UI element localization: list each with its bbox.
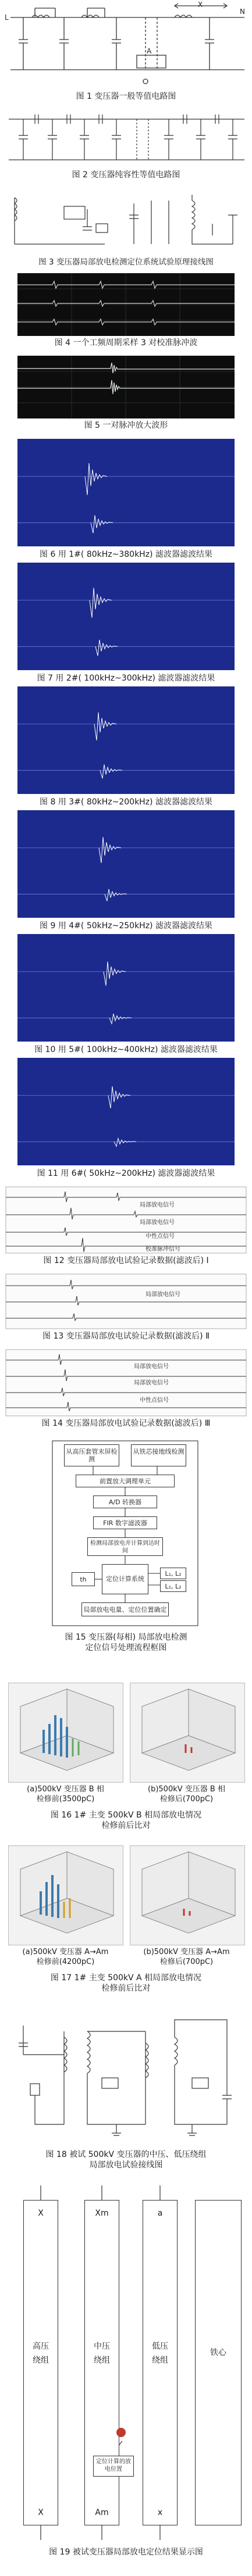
figure-17-caption-line2: 检修前后比对 — [101, 1984, 151, 1993]
figure-filter-result-5 — [0, 934, 252, 1055]
figure-14-record-data-iii — [0, 1348, 252, 1430]
filter-figure-caption: 图 6 用 1#( 80kHz~380kHz) 滤波器滤波结果 — [40, 550, 212, 559]
terminal-label-a: A — [147, 47, 152, 55]
pd-pulse-burst — [104, 962, 126, 986]
filtered-waveform-traces — [17, 934, 235, 1042]
filtered-waveform-traces — [17, 439, 235, 546]
lv-winding-label: 低压 绕组 — [152, 2342, 168, 2365]
pd-pulse-burst — [114, 1139, 136, 1147]
figure-16-caption-line2: 检修前后比对 — [101, 1821, 151, 1830]
record-data-plot — [0, 1273, 252, 1330]
discharge-location-marker — [116, 2428, 126, 2437]
figure-5-caption: 图 5 一对脉冲放大波形 — [84, 421, 168, 430]
mv-lv-wiring-diagram — [0, 2008, 252, 2148]
filtered-waveform-traces — [17, 686, 235, 794]
figure-13-record-data-ii — [0, 1273, 252, 1343]
terminal-label-n: N — [240, 8, 245, 16]
detect-arrival-time-box: 检测局部放电并计算到达时间 — [87, 1537, 163, 1556]
3d-location-plot — [9, 1846, 123, 1945]
pd-pulse-burst — [108, 1086, 130, 1108]
filter-figure-caption: 图 9 用 4#( 50kHz~250kHz) 滤波器滤波结果 — [40, 921, 212, 931]
figure-2-caption: 图 2 变压器纯容性等值电路图 — [72, 170, 180, 180]
figure-12-caption: 图 12 变压器局部放电试验记录数据(滤波后) Ⅰ — [43, 1256, 209, 1265]
filter-figure-caption: 图 11 用 6#( 50kHz~200kHz) 滤波器滤波结果 — [37, 1169, 215, 1178]
fig16-sub-b-line2: 检修后(700pC) — [159, 1795, 214, 1804]
figure-5-pulse-pair — [0, 356, 252, 431]
figure-3-test-wiring — [0, 192, 252, 267]
figure-filter-result-3 — [0, 686, 252, 807]
filtered-waveform-traces — [17, 563, 235, 670]
filter-figure-caption: 图 8 用 3#( 80kHz~200kHz) 滤波器滤波结果 — [40, 797, 212, 807]
figure-3-caption: 图 3 变压器局部放电检测定位系统试验原理接线图 — [38, 257, 214, 267]
figure-19-caption: 图 19 被试变压器局部放电定位结果显示图 — [49, 2548, 203, 2557]
figure-19-location-result — [0, 2183, 252, 2576]
lv-bottom-terminal-label: x — [157, 2508, 163, 2517]
x-label: X — [198, 1, 203, 9]
mv-bottom-terminal-label: Am — [95, 2508, 109, 2517]
fig17-sub-a-line2: 检修前(4200pC) — [36, 1958, 95, 1966]
preamp-box: 前置放大调理单元 — [76, 1475, 175, 1487]
output-l1-l2-box: L₁, L₂ — [160, 1568, 186, 1579]
fig17-sub-b-line2: 检修后(700pC) — [159, 1958, 214, 1966]
figure-4-calibration-pulses — [0, 273, 252, 349]
figure-12-record-data-i — [0, 1186, 252, 1267]
pd-pulse-burst — [99, 837, 121, 863]
core-block — [195, 2200, 242, 2525]
filtered-waveform-traces — [17, 810, 235, 918]
location-calc-box: 定位计算系统 — [102, 1564, 148, 1594]
pd-pulse-burst — [95, 640, 118, 656]
mv-winding-label: 中压 绕组 — [94, 2342, 110, 2365]
core-ground-detect-box: 从铁芯接地线检测 — [131, 1444, 186, 1466]
pd-pulse-burst — [94, 713, 116, 740]
annotation-pd-signal-1: 局部放电信号 — [134, 1364, 169, 1370]
record-data-plot — [0, 1186, 252, 1254]
figure-17-caption-line1: 图 17 1# 主变 500kV A 相局部放电情况 — [50, 1973, 202, 1983]
figure-2-capacitive-circuit — [0, 108, 252, 183]
annotation-neutral-signal: 中性点信号 — [140, 1397, 169, 1404]
pd-pulse-burst — [109, 1014, 132, 1024]
capacitive-circuit-diagram — [0, 108, 252, 169]
filtered-waveform-plot — [17, 810, 235, 918]
discharge-location-note: 定位计算的放电位置 — [93, 2456, 134, 2477]
filter-figure-caption: 图 7 用 2#( 100kHz~300kHz) 滤波器滤波结果 — [37, 674, 215, 683]
figure-1-general-equivalent-circuit — [0, 0, 252, 102]
equivalent-circuit-diagram — [0, 0, 252, 90]
3d-plot-before — [8, 1683, 123, 1783]
core-label: 铁心 — [210, 2348, 226, 2357]
fig17-sub-b-line1: (b)500kV 变压器 A→Am — [143, 1948, 230, 1956]
oscilloscope-traces — [17, 273, 235, 336]
mv-top-terminal-label: Xm — [95, 2209, 109, 2218]
figure-filter-result-4 — [0, 810, 252, 931]
figure-16-caption-line1: 图 16 1# 主变 500kV B 相局部放电情况 — [50, 1811, 202, 1820]
filtered-waveform-plot — [17, 563, 235, 670]
figure-1-caption: 图 1 变压器一般等值电路图 — [76, 92, 176, 101]
hv-bottom-terminal-label: X — [38, 2508, 44, 2517]
fig16-sub-a-line2: 检修前(3500pC) — [36, 1795, 95, 1804]
filtered-waveform-plot — [17, 934, 235, 1042]
figure-filter-result-2 — [0, 563, 252, 684]
3d-plot-after — [130, 1683, 245, 1783]
3d-plot-before — [8, 1845, 123, 1945]
annotation-calibration-signal: 校准脉冲信号 — [145, 1246, 180, 1253]
fig16-sub-a-line1: (a)500kV 变压器 B 相 — [27, 1785, 104, 1794]
filter-figure-caption: 图 10 用 5#( 100kHz~400kHz) 滤波器滤波结果 — [34, 1045, 218, 1054]
figure-18-mv-lv-wiring — [0, 2008, 252, 2174]
ad-converter-box: A/D 转换器 — [93, 1495, 157, 1508]
hv-winding-label: 高压 绕组 — [33, 2342, 49, 2365]
3d-location-plot — [130, 1846, 244, 1945]
test-wiring-diagram — [0, 192, 252, 256]
fig16-sub-b-line1: (b)500kV 变压器 B 相 — [148, 1785, 225, 1794]
annotation-pd-signal: 局部放电信号 — [145, 1291, 180, 1298]
pd-pulse-burst — [91, 515, 113, 533]
figure-15-caption-line1: 图 15 变压器(每相) 局部放电检测 — [65, 1633, 187, 1642]
figure-13-caption: 图 13 变压器局部放电试验记录数据(滤波后) Ⅱ — [42, 1332, 210, 1341]
hv-top-terminal-label: X — [38, 2209, 44, 2218]
figure-17-a-phase-comparison — [0, 1845, 252, 2002]
pd-result-box: 局部放电电量、定位位置确定 — [81, 1602, 169, 1616]
figure-16-b-phase-comparison — [0, 1683, 252, 1840]
3d-location-plot — [130, 1683, 244, 1782]
pd-pulse-burst — [100, 764, 122, 778]
3d-plot-after — [130, 1845, 245, 1945]
3d-location-plot — [9, 1683, 123, 1782]
filtered-waveform-plot — [17, 1058, 235, 1165]
annotation-pd-signal-2: 局部放电信号 — [140, 1219, 175, 1226]
figure-15-caption-line2: 定位信号处理流程框图 — [85, 1643, 167, 1652]
annotation-pd-signal-2: 局部放电信号 — [134, 1380, 169, 1386]
pd-pulse-burst — [105, 889, 127, 901]
fir-filter-box: FIR 数字滤波器 — [93, 1516, 157, 1529]
annotation-neutral-signal: 中性点信号 — [145, 1233, 175, 1240]
oscilloscope-screen — [17, 356, 235, 418]
lv-top-terminal-label: a — [157, 2209, 163, 2218]
oscilloscope-screen — [17, 273, 235, 336]
filtered-waveform-traces — [17, 1058, 235, 1165]
filtered-waveform-plot — [17, 686, 235, 794]
pd-pulse-burst — [90, 588, 112, 617]
hv-bushing-detect-box: 从高压套管末屏检测 — [64, 1444, 119, 1466]
figure-4-caption: 图 4 一个工频周期采样 3 对校准脉冲波 — [54, 338, 198, 348]
figure-18-caption-line2: 局部放电试验接线图 — [89, 2160, 163, 2170]
fig17-sub-a-line1: (a)500kV 变压器 A→Am — [22, 1948, 109, 1956]
figure-14-caption: 图 14 变压器局部放电试验记录数据(滤波后) Ⅲ — [41, 1419, 211, 1428]
figure-18-caption-line1: 图 18 被试 500kV 变压器的中压、低压绕组 — [45, 2150, 207, 2159]
figure-filter-result-1 — [0, 439, 252, 560]
figure-15-flowchart — [0, 1439, 252, 1677]
annotation-pd-signal-1: 局部放电信号 — [140, 1202, 175, 1208]
filtered-waveform-plot — [17, 439, 235, 546]
output-l1-l2-box-2: L₁, L₂ — [160, 1580, 186, 1592]
figure-filter-result-6 — [0, 1058, 252, 1179]
oscilloscope-traces — [17, 356, 235, 418]
threshold-input-box: th — [72, 1572, 95, 1586]
pd-pulse-burst — [85, 463, 107, 495]
record-data-plot — [0, 1348, 252, 1417]
terminal-label-l: L — [5, 13, 9, 22]
